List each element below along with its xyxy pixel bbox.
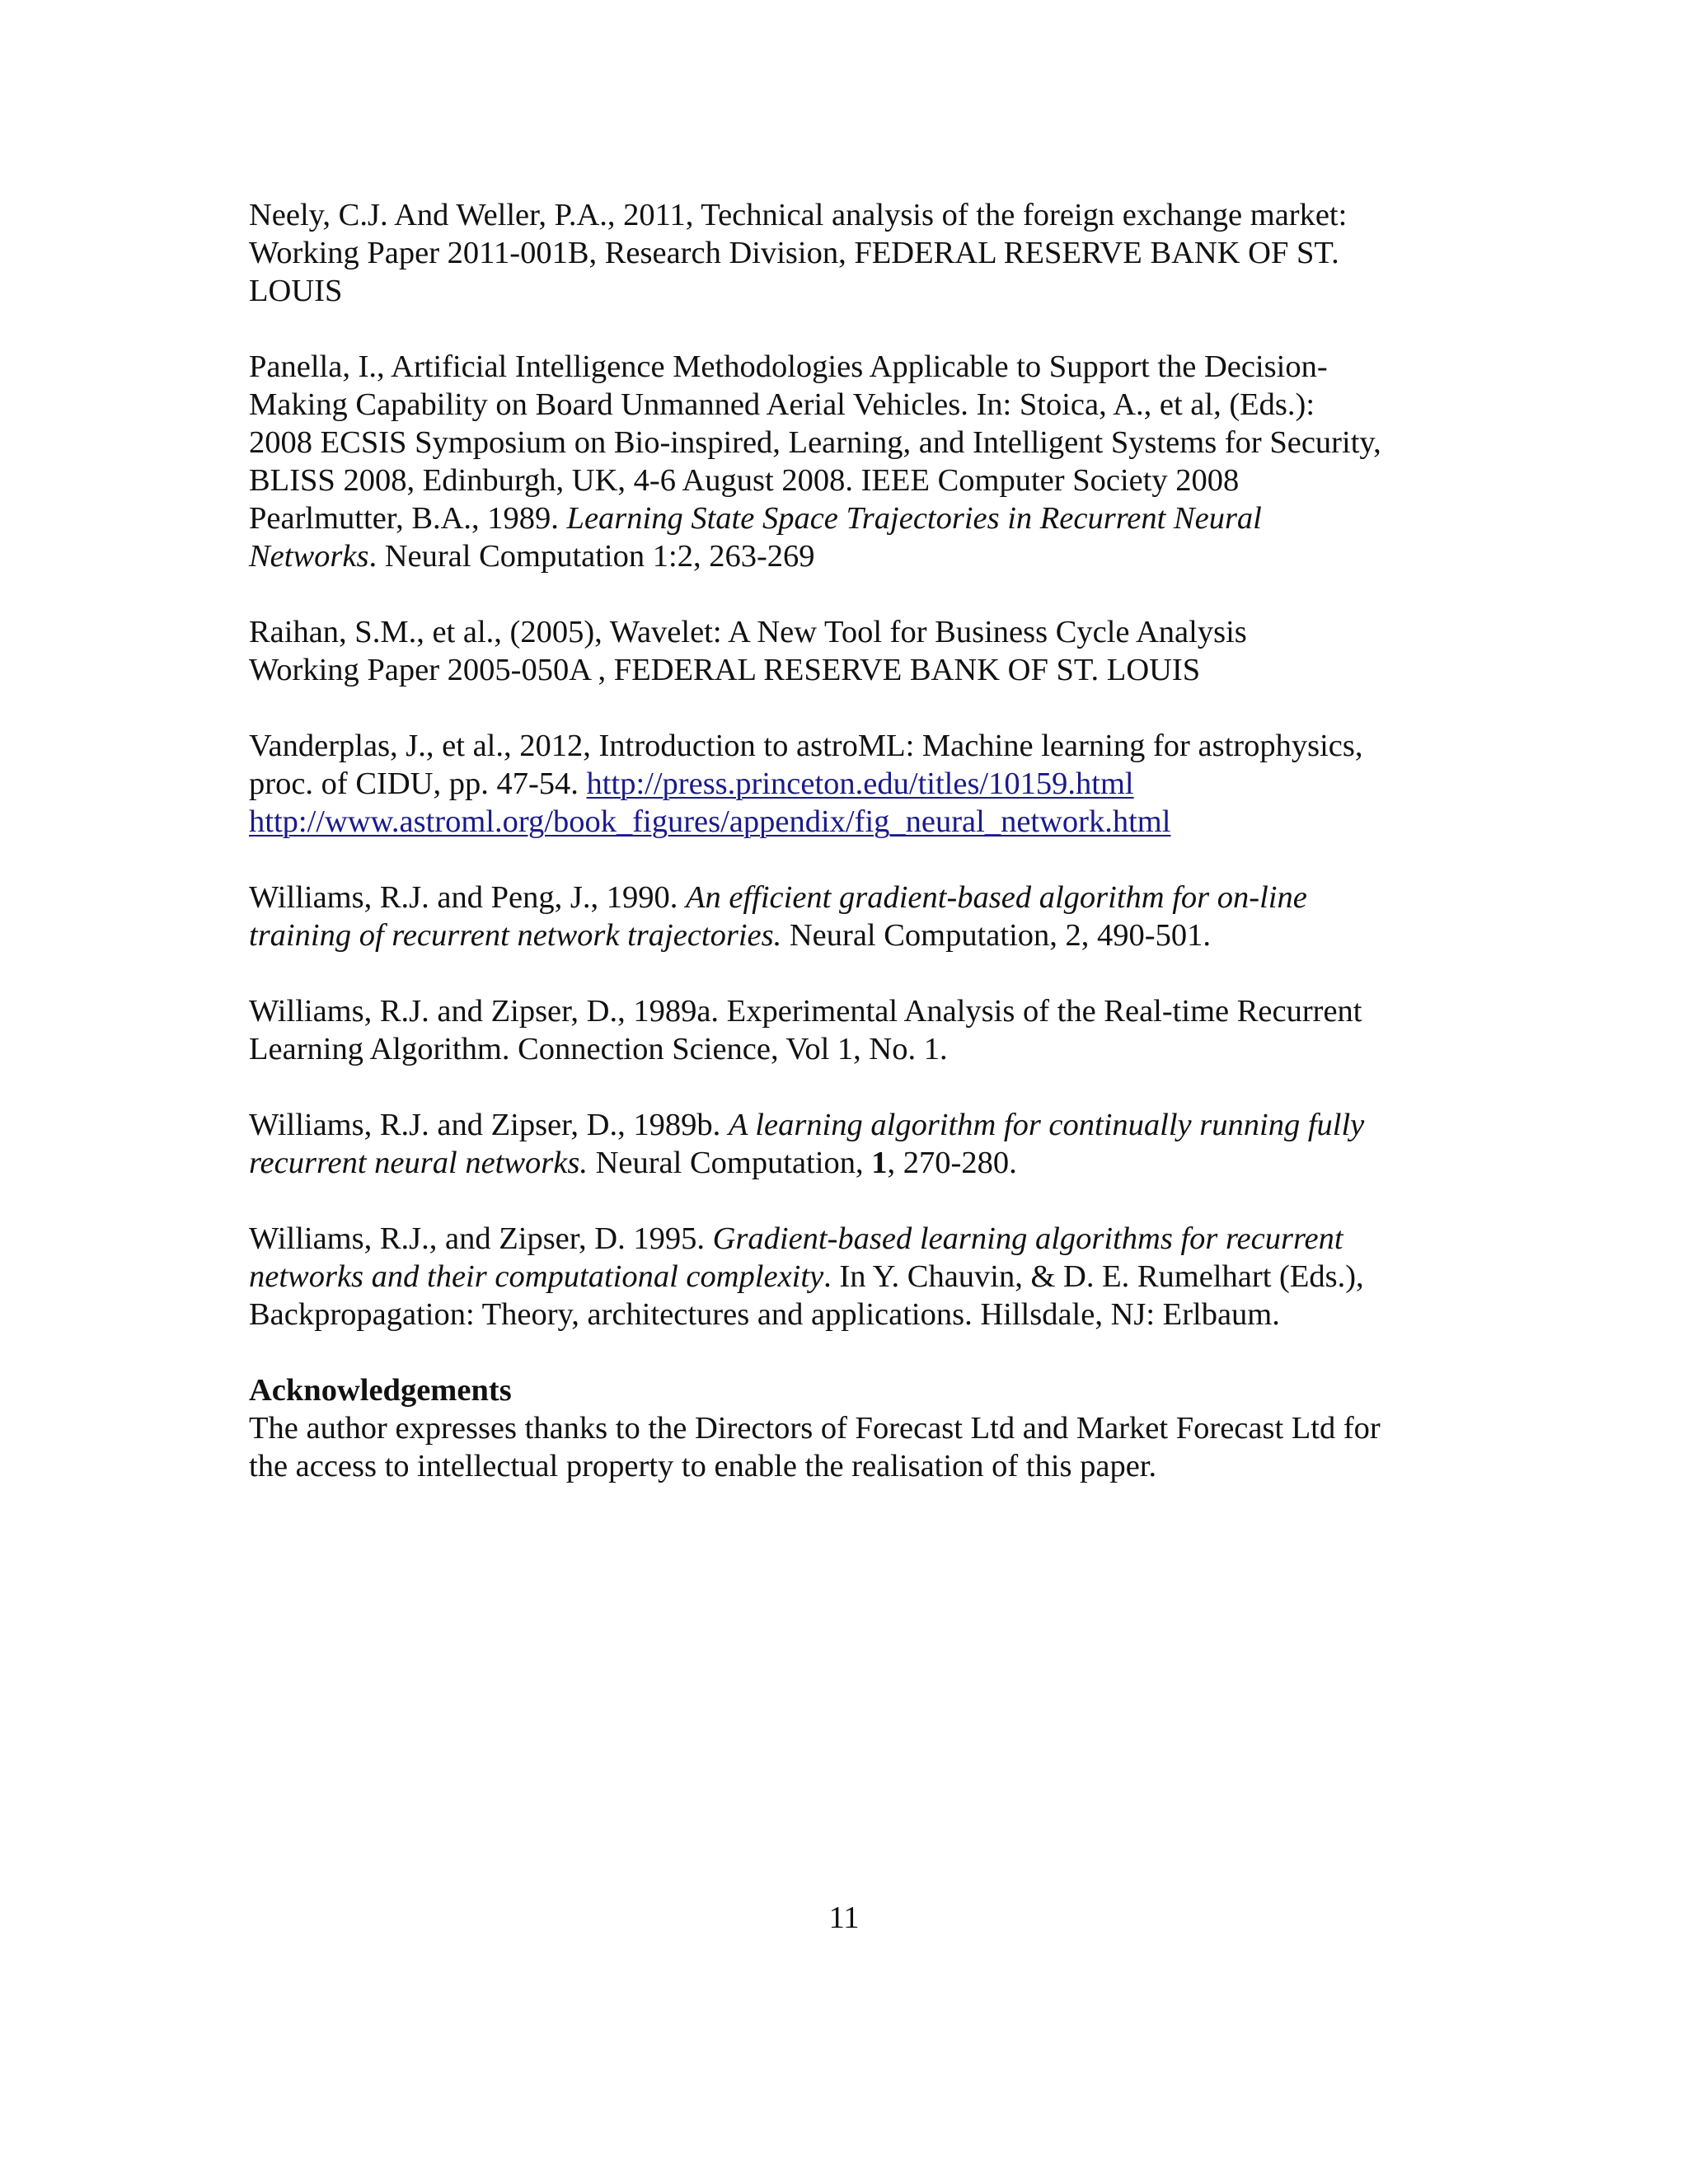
princeton-link[interactable]: http://press.princeton.edu/titles/10159.html bbox=[586, 766, 1134, 801]
reference-text: Pearlmutter, B.A., 1989. bbox=[249, 501, 567, 536]
reference-line bbox=[249, 1258, 1452, 1296]
reference-text: Williams, R.J. and Zipser, D., 1989b. bbox=[249, 1108, 729, 1142]
reference-line bbox=[249, 916, 1452, 954]
reference-line bbox=[249, 765, 1452, 803]
reference-text: BLISS 2008, Edinburgh, UK, 4-6 August 2008. IEEE Computer Society 2008 bbox=[249, 463, 1240, 498]
reference-entry-panella bbox=[249, 348, 1452, 575]
reference-text: . In Y. Chauvin, & D. E. Rumelhart (Eds.), bbox=[823, 1259, 1364, 1294]
reference-text: Panella, I., Artificial Intelligence Methodologies Applicable to Support the Decision- bbox=[249, 349, 1328, 384]
reference-text: Neural Computation, 2, 490-501. bbox=[781, 918, 1211, 953]
reference-text: LOUIS bbox=[249, 274, 343, 308]
reference-text: 2008 ECSIS Symposium on Bio-inspired, Learning, and Intelligent Systems for Security, bbox=[249, 425, 1381, 460]
reference-text: Neural Computation, bbox=[587, 1146, 872, 1180]
reference-line bbox=[249, 727, 1452, 765]
reference-text: Neely, C.J. And Weller, P.A., 2011, Technical analysis of the foreign exchange market: bbox=[249, 198, 1348, 232]
reference-line bbox=[249, 1030, 1452, 1068]
reference-entry-raihan bbox=[249, 613, 1452, 689]
astroml-link[interactable]: http://www.astroml.org/book_figures/appendix/fig_neural_network.html bbox=[249, 804, 1171, 839]
reference-line bbox=[249, 1106, 1452, 1144]
reference-text: Raihan, S.M., et al., (2005), Wavelet: A New Tool for Business Cycle Analysis bbox=[249, 615, 1247, 649]
reference-line bbox=[249, 613, 1452, 651]
reference-line bbox=[249, 879, 1452, 916]
reference-text: . Neural Computation 1:2, 263-269 bbox=[368, 539, 815, 574]
reference-line bbox=[249, 651, 1452, 689]
reference-line bbox=[249, 1220, 1452, 1258]
acknowledgements-heading: Acknowledgements bbox=[249, 1373, 512, 1408]
reference-line bbox=[249, 386, 1452, 424]
reference-entry-williams-zipser-1995 bbox=[249, 1220, 1452, 1333]
acknowledgements-text: The author expresses thanks to the Directors of Forecast Ltd and Market Forecast Ltd for bbox=[249, 1411, 1381, 1446]
reference-line bbox=[249, 537, 1452, 575]
reference-entry-neely bbox=[249, 196, 1452, 310]
reference-line bbox=[249, 424, 1452, 462]
reference-title-italic: An efficient gradient-based algorithm for on-line bbox=[685, 880, 1307, 915]
reference-entry-williams-peng bbox=[249, 879, 1452, 954]
reference-text: Williams, R.J. and Zipser, D., 1989a. Experimental Analysis of the Real-time Recurrent bbox=[249, 994, 1362, 1029]
reference-entry-vanderplas bbox=[249, 727, 1452, 841]
reference-line bbox=[249, 992, 1452, 1030]
reference-line bbox=[249, 234, 1452, 272]
reference-title-italic: networks and their computational complexity bbox=[249, 1259, 824, 1294]
reference-line bbox=[249, 462, 1452, 499]
page-number: 11 bbox=[828, 1900, 860, 1935]
reference-line bbox=[249, 1296, 1452, 1333]
reference-line bbox=[249, 348, 1452, 386]
reference-text: Making Capability on Board Unmanned Aerial Vehicles. In: Stoica, A., et al, (Eds.): bbox=[249, 387, 1315, 422]
reference-text: Working Paper 2011-001B, Research Division, FEDERAL RESERVE BANK OF ST. bbox=[249, 236, 1339, 270]
reference-text: Learning Algorithm. Connection Science, Vol 1, No. 1. bbox=[249, 1032, 948, 1066]
reference-entry-williams-zipser-1989a bbox=[249, 992, 1452, 1068]
reference-title-italic: Gradient-based learning algorithms for recurrent bbox=[712, 1221, 1343, 1256]
reference-text: Vanderplas, J., et al., 2012, Introduction to astroML: Machine learning for astrophysics, bbox=[249, 729, 1363, 763]
reference-text: Working Paper 2005-050A , FEDERAL RESERVE BANK OF ST. LOUIS bbox=[249, 653, 1201, 687]
reference-title-italic: recurrent neural networks. bbox=[249, 1146, 588, 1180]
reference-text: Williams, R.J., and Zipser, D. 1995. bbox=[249, 1221, 713, 1256]
reference-title-italic: Learning State Space Trajectories in Recurrent Neural bbox=[566, 501, 1262, 536]
reference-line bbox=[249, 499, 1452, 537]
reference-line bbox=[249, 196, 1452, 234]
reference-line bbox=[249, 272, 1452, 310]
acknowledgements-text: the access to intellectual property to enable the realisation of this paper. bbox=[249, 1449, 1157, 1483]
reference-text: Backpropagation: Theory, architectures and applications. Hillsdale, NJ: Erlbaum. bbox=[249, 1297, 1280, 1332]
acknowledgements-section bbox=[249, 1371, 1452, 1485]
reference-title-italic: training of recurrent network trajectories. bbox=[249, 918, 782, 953]
reference-volume-bold: 1 bbox=[871, 1146, 888, 1180]
reference-text: Williams, R.J. and Peng, J., 1990. bbox=[249, 880, 686, 915]
reference-line bbox=[249, 803, 1452, 841]
reference-text: proc. of CIDU, pp. 47-54. bbox=[249, 766, 587, 801]
reference-title-italic: Networks bbox=[249, 539, 369, 574]
references-section bbox=[249, 196, 1452, 1485]
reference-text: , 270-280. bbox=[887, 1146, 1017, 1180]
reference-title-italic: A learning algorithm for continually running fully bbox=[728, 1108, 1365, 1142]
reference-entry-williams-zipser-1989b bbox=[249, 1106, 1452, 1182]
reference-line bbox=[249, 1144, 1452, 1182]
